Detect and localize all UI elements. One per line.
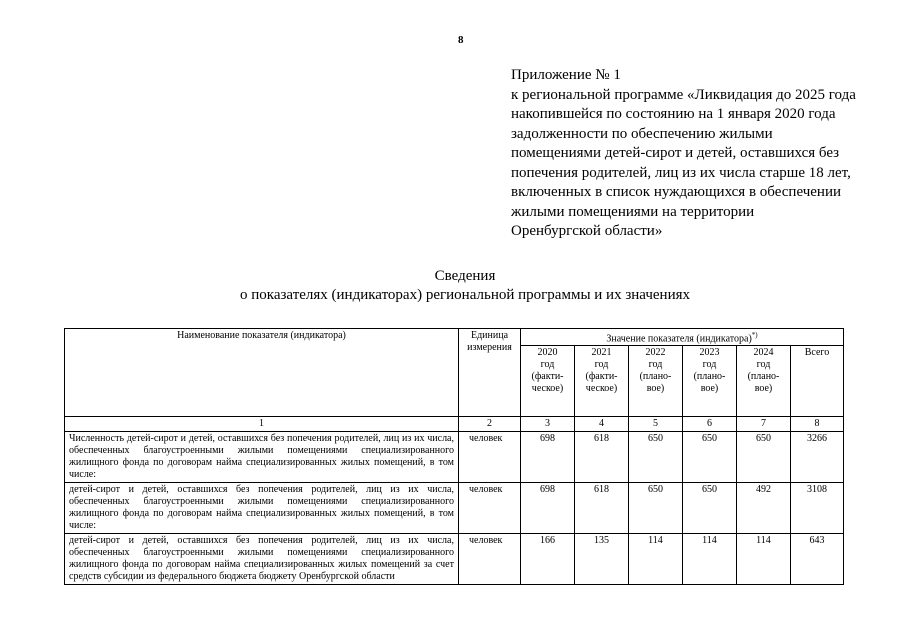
value-cell: 698: [521, 432, 575, 483]
year-kind: (плано-: [747, 371, 780, 383]
year-label: 2023: [699, 347, 720, 359]
appendix-line: включенных в список нуждающихся в обеспечении: [511, 184, 842, 200]
page-number: 8: [458, 34, 464, 46]
header-year: [575, 346, 629, 417]
year-kind: вое): [646, 383, 665, 395]
year-sub: год: [540, 359, 555, 371]
year-kind: ческое): [531, 383, 564, 395]
title-line-1: Сведения: [434, 268, 496, 284]
header-year: [737, 346, 791, 417]
column-number: 1: [65, 417, 459, 432]
column-number-row: [65, 417, 844, 432]
indicator-unit: человек: [459, 483, 521, 534]
header-unit-line-2: измерения: [467, 342, 512, 353]
header-unit-line-1: Единица: [470, 330, 509, 341]
indicators-table: [64, 328, 844, 585]
year-label: 2021: [591, 347, 612, 359]
year-kind: вое): [700, 383, 719, 395]
appendix-line: помещениями детей-сирот и детей, оставшихся без: [511, 145, 840, 161]
table-row: [65, 483, 844, 534]
total-cell: 3108: [791, 483, 844, 534]
value-cell: 650: [737, 432, 791, 483]
value-cell: 114: [629, 534, 683, 585]
year-sub: год: [648, 359, 663, 371]
value-cell: 492: [737, 483, 791, 534]
indicator-name: детей-сирот и детей, оставшихся без попечения родителей, лиц из их числа, обеспеченных благоустроенными жилыми помещениями специализированного жилищного фонда по договорам найма специализированных жилых помещений за счет средств субсидии из федерального бюджета бюджету Оренбургской области: [65, 534, 459, 585]
value-cell: 618: [575, 432, 629, 483]
appendix-line: Оренбургской области»: [511, 223, 663, 239]
value-cell: 166: [521, 534, 575, 585]
year-kind: ческое): [585, 383, 618, 395]
year-kind: (плано-: [639, 371, 672, 383]
value-cell: 618: [575, 483, 629, 534]
appendix-line: накопившейся по состоянию на 1 января 2020 года: [511, 106, 836, 122]
indicator-unit: человек: [459, 432, 521, 483]
total-cell: 643: [791, 534, 844, 585]
value-cell: 650: [683, 432, 737, 483]
header-value: [521, 329, 844, 346]
column-number: 3: [521, 417, 575, 432]
year-label: 2024: [753, 347, 774, 359]
value-cell: 135: [575, 534, 629, 585]
value-cell: 650: [683, 483, 737, 534]
header-name: Наименование показателя (индикатора): [65, 329, 459, 417]
year-kind: (факти-: [531, 371, 564, 383]
appendix-block: [511, 66, 881, 242]
column-number: 2: [459, 417, 521, 432]
total-cell: 3266: [791, 432, 844, 483]
indicator-name: Численность детей-сирот и детей, оставшихся без попечения родителей, лиц из их числа, обеспеченных благоустроенными жилыми помещениями специализированного жилищного фонда по договорам найма специализированных жилых помещений, в том числе:: [65, 432, 459, 483]
year-sub: год: [702, 359, 717, 371]
indicator-name: детей-сирот и детей, оставшихся без попечения родителей, лиц из их числа, обеспеченных благоустроенными жилыми помещениями специализированного жилищного фонда по договорам найма специализированных жилых помещений, в том числе:: [65, 483, 459, 534]
header-year: [629, 346, 683, 417]
column-number: 4: [575, 417, 629, 432]
indicator-unit: человек: [459, 534, 521, 585]
value-cell: 114: [683, 534, 737, 585]
header-value-text: Значение показателя (индикатора): [606, 333, 752, 345]
year-label: 2020: [537, 347, 558, 359]
appendix-line: к региональной программе «Ликвидация до 2025 года: [511, 86, 856, 103]
year-kind: (факти-: [585, 371, 618, 383]
appendix-line: задолженности по обеспечению жилыми: [511, 125, 773, 142]
column-number: 5: [629, 417, 683, 432]
appendix-line: Приложение № 1: [511, 67, 621, 83]
table-row: [65, 432, 844, 483]
document-title: [0, 267, 905, 305]
title-line-2: о показателях (индикаторах) региональной программы и их значениях: [240, 287, 690, 303]
table-header-row: [65, 329, 844, 346]
header-year: [521, 346, 575, 417]
header-total: Всего: [791, 346, 844, 417]
year-sub: год: [594, 359, 609, 371]
value-cell: 650: [629, 432, 683, 483]
column-number: 7: [737, 417, 791, 432]
column-number: 8: [791, 417, 844, 432]
appendix-line: попечения родителей, лиц из их числа старше 18 лет,: [511, 164, 851, 181]
header-year: [683, 346, 737, 417]
value-cell: 698: [521, 483, 575, 534]
column-number: 6: [683, 417, 737, 432]
year-sub: год: [756, 359, 771, 371]
value-cell: 650: [629, 483, 683, 534]
header-value-mark: *): [751, 331, 758, 339]
year-kind: (плано-: [693, 371, 726, 383]
year-kind: вое): [754, 383, 773, 395]
year-label: 2022: [645, 347, 666, 359]
header-unit: [459, 329, 521, 417]
appendix-line: жилыми помещениями на территории: [511, 203, 755, 220]
table-row: [65, 534, 844, 585]
value-cell: 114: [737, 534, 791, 585]
